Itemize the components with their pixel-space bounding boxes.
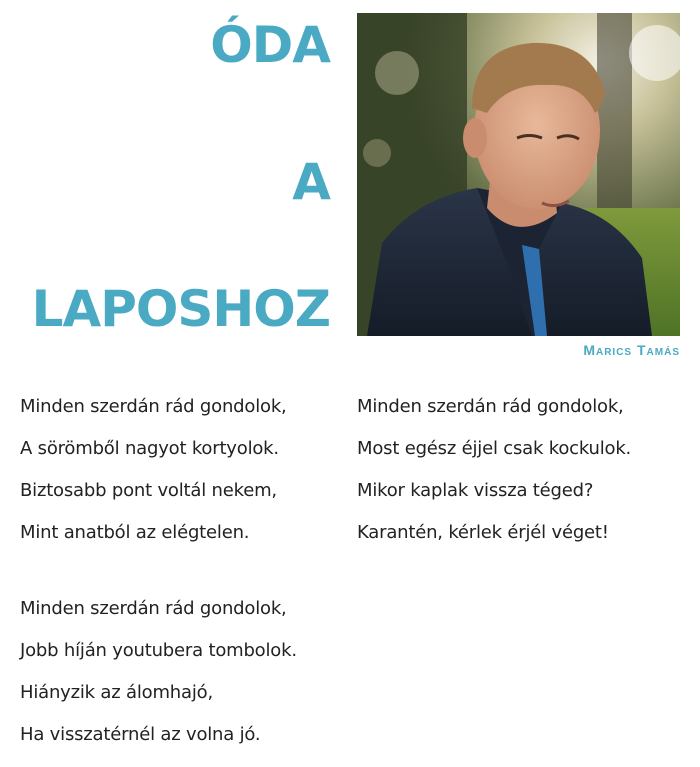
poem-line: Jobb híján youtubera tombolok. <box>20 640 297 661</box>
poem-line: Hiányzik az álomhajó, <box>20 682 213 703</box>
poem-stanza-2 <box>357 397 631 565</box>
poem-stanza-3 <box>20 599 297 767</box>
poem-line: Biztosabb pont voltál nekem, <box>20 480 277 501</box>
title-line-oda: ÓDA <box>210 16 330 74</box>
poem-line: A sörömből nagyot kortyolok. <box>20 438 279 459</box>
title-line-a: A <box>292 153 330 211</box>
poem-line: Minden szerdán rád gondolok, <box>20 396 287 417</box>
author-name-caption: Marics Tamás <box>583 342 680 358</box>
poem-line: Mikor kaplak vissza téged? <box>357 480 594 501</box>
poem-line: Ha visszatérnél az volna jó. <box>20 724 261 745</box>
poem-line: Mint anatból az elégtelen. <box>20 522 250 543</box>
poem-line: Karantén, kérlek érjél véget! <box>357 522 609 543</box>
poem-stanza-1 <box>20 397 287 565</box>
poem-line: Minden szerdán rád gondolok, <box>357 396 624 417</box>
title-line-laposhoz: LAPOSHOZ <box>31 280 330 338</box>
poem-line: Most egész éjjel csak kockulok. <box>357 438 632 459</box>
author-portrait-photo <box>357 13 680 336</box>
poem-line: Minden szerdán rád gondolok, <box>20 598 287 619</box>
